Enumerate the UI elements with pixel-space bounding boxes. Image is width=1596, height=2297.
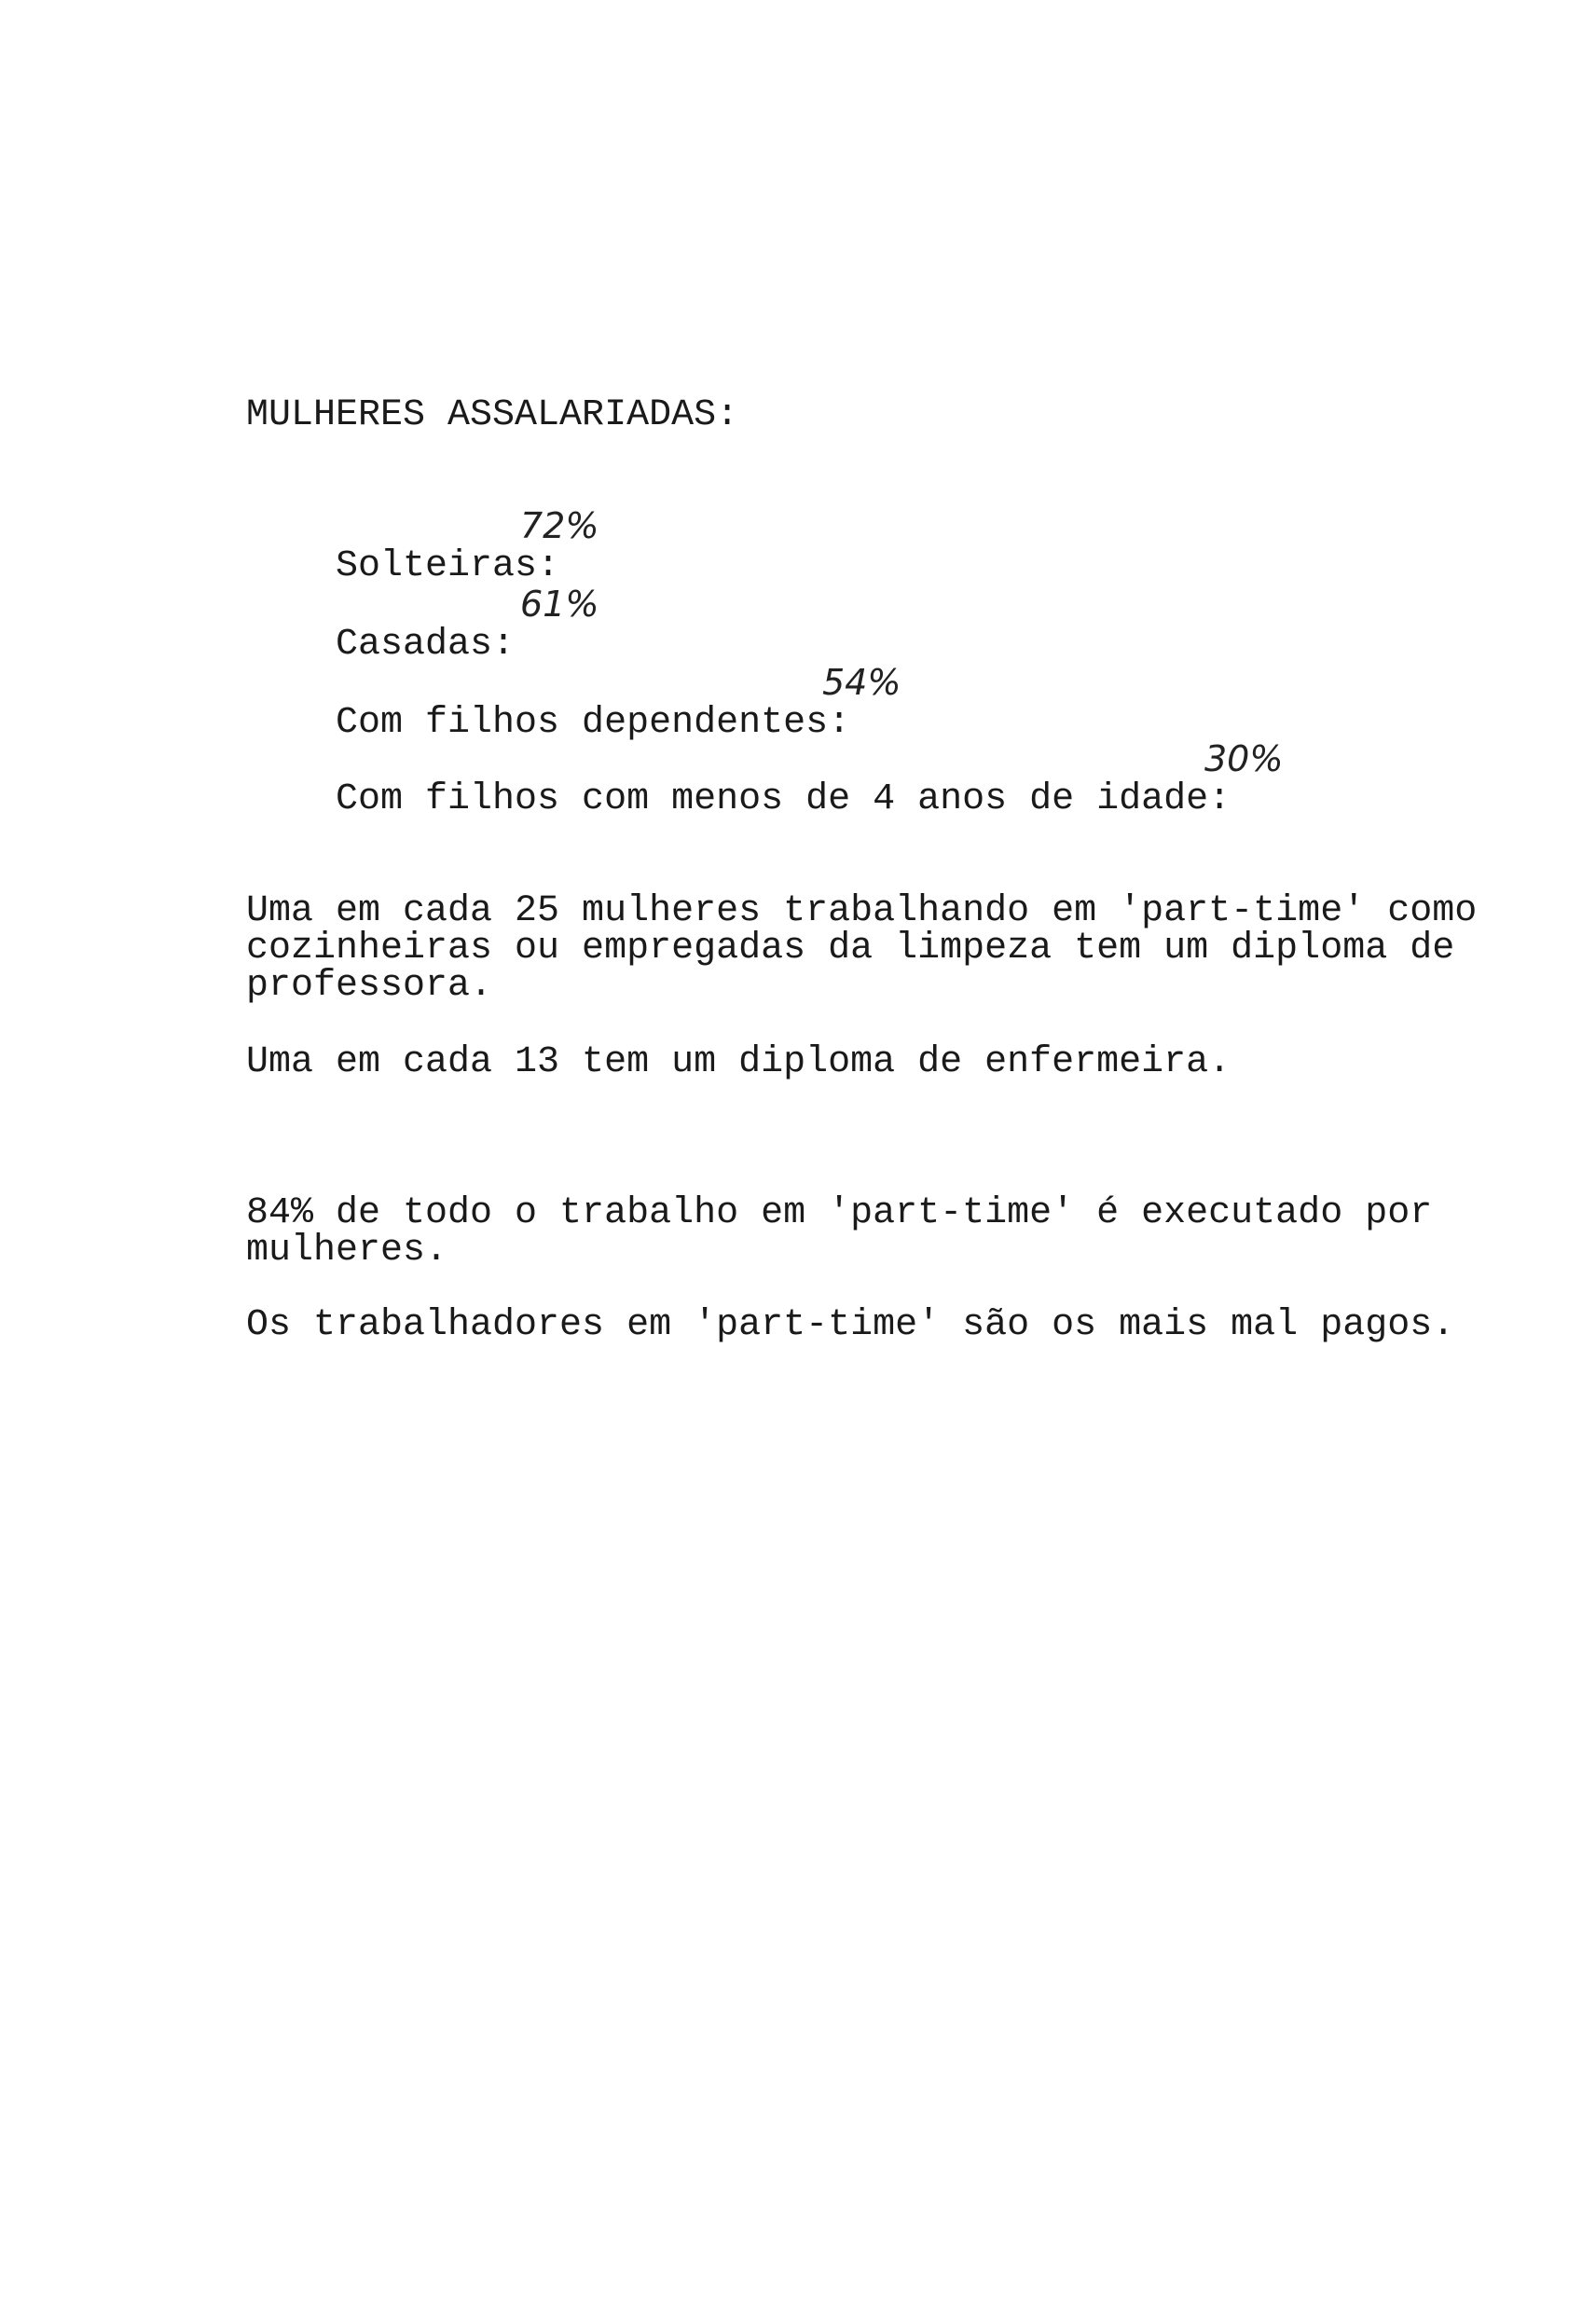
document-heading: MULHERES ASSALARIADAS: — [246, 394, 739, 436]
stat-label: Casadas: — [336, 624, 516, 666]
stat-label: Solteiras: — [336, 545, 560, 587]
paragraph-enfermeiras: Uma em cada 13 tem um diploma de enfermeira. — [246, 1041, 1231, 1083]
stat-label: Com filhos com menos de 4 anos de idade: — [336, 778, 1231, 820]
stat-label: Com filhos dependentes: — [336, 702, 851, 744]
paragraph-part-time-mulheres: 84% de todo o trabalho em 'part-time' é executado por mulheres. — [246, 1192, 1433, 1272]
stat-value: 54% — [822, 662, 901, 703]
stat-value: 30% — [1204, 738, 1284, 779]
paragraph-professoras: Uma em cada 25 mulheres trabalhando em 'part-time' como cozinheiras ou empregadas da limpeza tem um diploma de professora. — [246, 890, 1478, 1007]
stat-line-filhos-menos-4 — [246, 738, 1284, 902]
stat-value: 61% — [520, 584, 599, 625]
paragraph-mal-pagos: Os trabalhadores em 'part-time' são os mais mal pagos. — [246, 1304, 1455, 1346]
stat-value: 72% — [520, 505, 599, 546]
